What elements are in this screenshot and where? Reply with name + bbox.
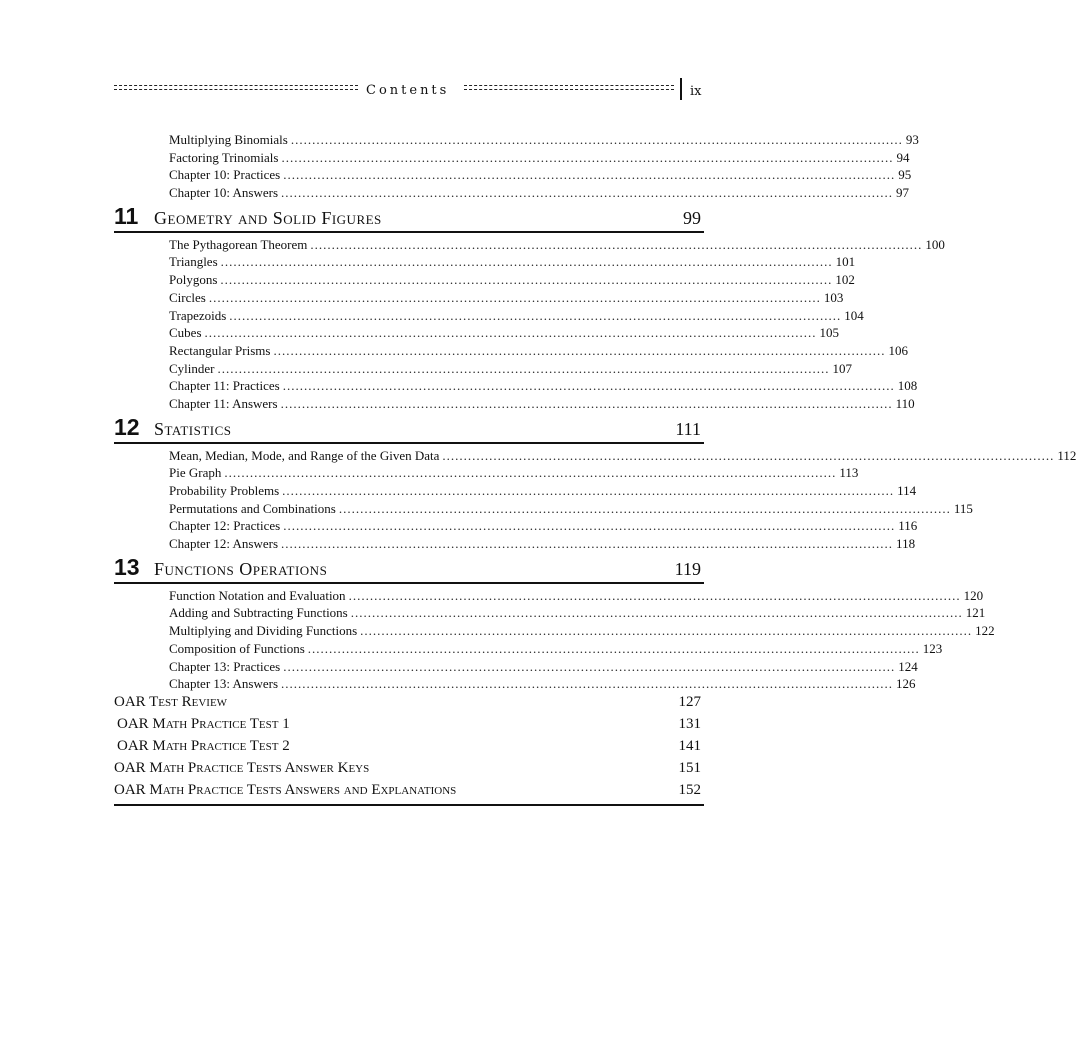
dot-leader: ................................................................................................................................................ (280, 395, 893, 411)
toc-entry[interactable] (114, 658, 918, 677)
dot-leader: ................................................................................................................................................ (282, 483, 895, 498)
entry-page: 112 (1057, 447, 1076, 463)
entry-title: Cubes (169, 325, 202, 341)
toc-entry[interactable] (114, 500, 973, 519)
entry-page: 114 (897, 483, 917, 498)
entry-page: 122 (975, 623, 995, 639)
entry-page: 126 (896, 676, 916, 692)
dot-leader: ................................................................................................................................................ (217, 360, 830, 376)
entry-page: 118 (896, 536, 916, 552)
chapter-page: 99 (683, 207, 701, 228)
toc-entry[interactable] (114, 465, 859, 483)
dot-leader: ................................................................................................................................................ (283, 518, 896, 534)
dot-leader: ................................................................................................................................................ (348, 587, 961, 603)
entry-page: 100 (925, 236, 945, 252)
entry-title: Permutations and Combinations (169, 500, 336, 516)
chapter-number: 11 (114, 202, 139, 229)
toc-entry[interactable] (114, 483, 917, 501)
back-matter-title: OAR Test Review (114, 693, 228, 710)
header-rule (464, 85, 674, 86)
back-matter-title: OAR Math Practice Tests Answer Keys (114, 759, 370, 776)
chapter-heading[interactable] (114, 414, 704, 444)
dot-leader: ................................................................................................................................................ (350, 605, 963, 621)
entry-page: 121 (965, 605, 986, 621)
toc-entry[interactable] (114, 605, 986, 623)
toc-back-matter-entry[interactable] (114, 694, 704, 716)
toc-entry[interactable] (114, 378, 918, 396)
entry-title: Chapter 11: Practices (169, 378, 280, 394)
running-header (114, 80, 704, 104)
entry-page: 107 (832, 360, 852, 376)
entry-page: 93 (905, 132, 919, 147)
back-matter-page: 131 (678, 715, 701, 732)
toc-entry[interactable] (114, 536, 916, 554)
chapter-heading[interactable] (114, 203, 704, 233)
dot-leader: ................................................................................................................................................ (310, 236, 923, 252)
entry-title: Circles (169, 289, 206, 305)
chapter-title: Functions Operations (154, 558, 328, 579)
dot-leader: ................................................................................................................................................ (229, 307, 842, 323)
back-matter-title: OAR Math Practice Test 2 (117, 737, 290, 754)
entry-page: 105 (819, 325, 839, 341)
entry-title: Chapter 10: Answers (169, 185, 279, 201)
toc-entry[interactable] (114, 167, 912, 185)
entry-page: 97 (896, 185, 910, 201)
toc-entry[interactable] (114, 149, 910, 168)
toc-entry[interactable] (114, 395, 915, 414)
back-matter-title: OAR Math Practice Test 1 (117, 715, 290, 732)
toc-entry[interactable] (114, 325, 839, 343)
toc-entry[interactable] (114, 185, 910, 203)
header-rule (114, 89, 358, 90)
toc-back-matter-entry[interactable] (114, 782, 704, 806)
toc-entry[interactable] (114, 272, 855, 290)
toc-back-matter-entry[interactable] (114, 716, 704, 738)
entry-title: Triangles (169, 254, 218, 270)
dot-leader: ................................................................................................................................................ (281, 676, 894, 692)
entry-page: 94 (896, 149, 910, 165)
dot-leader: ................................................................................................................................................ (220, 272, 833, 288)
toc-entry[interactable] (114, 623, 995, 641)
toc-entry[interactable] (114, 360, 852, 379)
dot-leader: ................................................................................................................................................ (204, 325, 817, 341)
entry-page: 110 (895, 395, 915, 411)
entry-title: Probability Problems (169, 483, 280, 498)
toc-entry[interactable] (114, 236, 945, 255)
toc-entry[interactable] (114, 587, 984, 606)
back-matter-page: 127 (678, 693, 701, 710)
back-matter-title: OAR Math Practice Tests Answers and Explanations (114, 781, 457, 798)
entry-page: 102 (835, 272, 855, 288)
entry-page: 113 (839, 465, 859, 481)
chapter-heading[interactable] (114, 554, 704, 584)
entry-page: 120 (963, 587, 984, 603)
entry-title: Chapter 12: Answers (169, 536, 279, 552)
dot-leader: ................................................................................................................................................ (283, 658, 896, 674)
dot-leader: ................................................................................................................................................ (220, 254, 833, 270)
toc-entry[interactable] (114, 640, 943, 659)
dot-leader: ................................................................................................................................................ (273, 342, 886, 358)
dot-leader: ................................................................................................................................................ (290, 132, 903, 147)
dot-leader: ................................................................................................................................................ (338, 500, 951, 516)
entry-title: Trapezoids (169, 307, 227, 323)
entry-page: 108 (897, 378, 918, 394)
entry-title: Composition of Functions (169, 640, 305, 656)
dot-leader: ................................................................................................................................................ (360, 623, 973, 639)
dot-leader: ................................................................................................................................................ (282, 378, 895, 394)
entry-title: Adding and Subtracting Functions (169, 605, 348, 621)
dot-leader: ................................................................................................................................................ (307, 640, 920, 656)
entry-page: 103 (823, 289, 844, 305)
entry-title: Chapter 11: Answers (169, 395, 278, 411)
header-rule (114, 85, 358, 86)
dot-leader: ................................................................................................................................................ (442, 447, 1055, 463)
page-number: ix (690, 84, 702, 99)
chapter-page: 119 (674, 558, 701, 579)
entry-title: Cylinder (169, 360, 215, 376)
chapter-title: Statistics (154, 418, 232, 439)
entry-title: Multiplying Binomials (169, 132, 288, 147)
chapter-number: 12 (114, 413, 140, 440)
entry-page: 124 (898, 658, 918, 674)
toc-entry[interactable] (114, 447, 1076, 466)
entry-title: Function Notation and Evaluation (169, 587, 346, 603)
toc-entry[interactable] (114, 289, 844, 308)
dot-leader: ................................................................................................................................................ (281, 149, 894, 165)
toc-entry[interactable] (114, 254, 856, 272)
header-title: Contents (366, 83, 450, 98)
chapter-page: 111 (675, 418, 701, 439)
entry-page: 104 (844, 307, 864, 323)
chapter-number: 13 (114, 553, 140, 580)
dot-leader: ................................................................................................................................................ (281, 185, 894, 201)
toc-entry[interactable] (114, 132, 919, 150)
dot-leader: ................................................................................................................................................ (283, 167, 896, 183)
header-divider (680, 78, 682, 100)
entry-page: 116 (898, 518, 918, 534)
dot-leader: ................................................................................................................................................ (281, 536, 894, 552)
entry-page: 123 (922, 640, 943, 656)
entry-title: Chapter 13: Answers (169, 676, 279, 692)
header-rule (464, 89, 674, 90)
entry-title: Mean, Median, Mode, and Range of the Given Data (169, 447, 440, 463)
entry-title: Chapter 10: Practices (169, 167, 281, 183)
toc-back-matter-entry[interactable] (114, 738, 704, 760)
entry-title: Polygons (169, 272, 218, 288)
toc-entry[interactable] (114, 342, 908, 361)
toc-entry[interactable] (114, 518, 918, 536)
dot-leader: ................................................................................................................................................ (224, 465, 837, 481)
entry-title: The Pythagorean Theorem (169, 236, 308, 252)
entry-page: 106 (888, 342, 908, 358)
entry-title: Chapter 13: Practices (169, 658, 281, 674)
toc-back-matter-entry[interactable] (114, 760, 704, 782)
entry-title: Rectangular Prisms (169, 342, 271, 358)
table-of-contents (114, 132, 1076, 806)
back-matter-page: 141 (678, 737, 701, 754)
toc-entry[interactable] (114, 307, 864, 326)
entry-page: 115 (953, 500, 973, 516)
entry-title: Pie Graph (169, 465, 222, 481)
entry-title: Multiplying and Dividing Functions (169, 623, 358, 639)
toc-entry[interactable] (114, 676, 916, 694)
back-matter-page: 152 (678, 781, 701, 798)
entry-page: 95 (898, 167, 912, 183)
entry-page: 101 (835, 254, 856, 270)
chapter-title: Geometry and Solid Figures (154, 207, 382, 228)
entry-title: Chapter 12: Practices (169, 518, 281, 534)
dot-leader: ................................................................................................................................................ (208, 289, 821, 305)
back-matter-page: 151 (678, 759, 701, 776)
entry-title: Factoring Trinomials (169, 149, 279, 165)
